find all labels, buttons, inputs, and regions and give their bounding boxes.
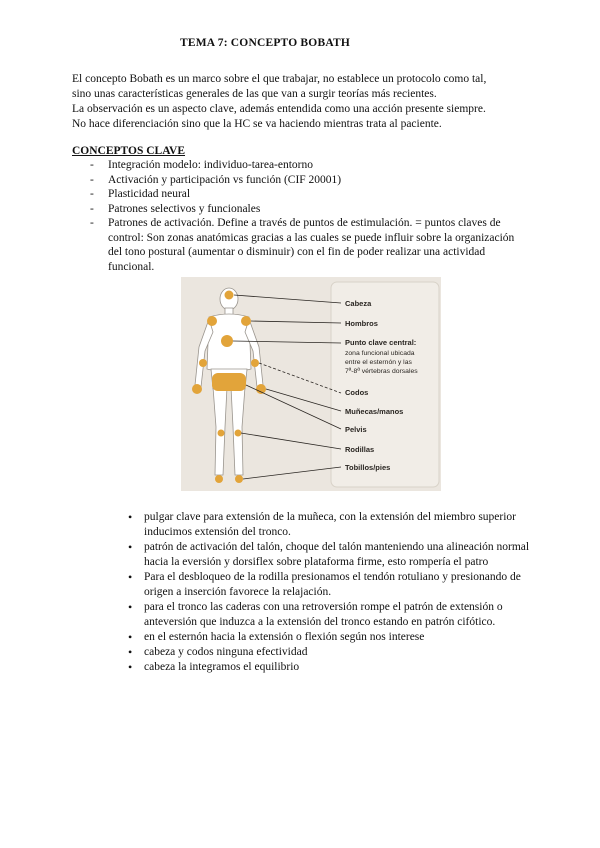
list-item: • en el esternón hacia la extensión o flexión según nos interese (128, 630, 538, 645)
elbow-marker (199, 359, 207, 367)
intro-line: El concepto Bobath es un marco sobre el que trabajar, no establece un protocolo como tal, (72, 73, 487, 85)
label-punto-central: Punto clave central: (345, 338, 417, 347)
foot-marker (215, 475, 223, 483)
knee-marker (218, 430, 225, 437)
elbow-marker (251, 359, 259, 367)
pelvis-marker (212, 373, 246, 391)
list-item: • cabeza y codos ninguna efectividad (128, 645, 538, 660)
hand-marker (256, 384, 266, 394)
label-cabeza: Cabeza (345, 299, 372, 308)
label-codos: Codos (345, 388, 369, 397)
foot-marker (235, 475, 243, 483)
notes-list (128, 510, 538, 675)
key-points-figure (181, 277, 441, 491)
list-item: • para el tronco las caderas con una retroversión rompe el patrón de extensión o anteversión que induzca a la extensión del tronco estando en patrón cifótico. (128, 600, 538, 630)
shoulder-marker (241, 316, 251, 326)
knee-marker (235, 430, 242, 437)
intro-line: No hace diferenciación sino que la HC se va haciendo mientras trata al paciente. (72, 118, 442, 130)
label-punto-central-desc: 7ª-8ª vértebras dorsales (345, 368, 418, 375)
list-item: • cabeza la integramos el equilibrio (128, 660, 538, 675)
list-item: - Activación y participación vs función (CIF 20001) (88, 173, 528, 188)
shoulder-marker (207, 316, 217, 326)
intro-paragraph (72, 72, 542, 132)
list-item: - Patrones selectivos y funcionales (88, 202, 528, 217)
section-heading: CONCEPTOS CLAVE (72, 145, 186, 157)
label-panel (331, 282, 439, 487)
list-item: • patrón de activación del talón, choque del talón manteniendo una alineación normal hacia la eversión y dorsiflex sobre plataforma firme, esto rompería el patro (128, 540, 538, 570)
intro-line: sino unas características generales de las que van a surgir teorías más recientes. (72, 88, 437, 100)
head-marker (225, 291, 234, 300)
key-concepts-list (88, 158, 528, 274)
list-item: • Para el desbloqueo de la rodilla presionamos el tendón rotuliano y presionando de origen a inserción favorece la relajación. (128, 570, 538, 600)
list-item: - Integración modelo: individuo-tarea-entorno (88, 158, 528, 173)
hand-marker (192, 384, 202, 394)
label-punto-central-desc: entre el esternón y las (345, 359, 412, 366)
label-munecas: Muñecas/manos (345, 407, 404, 416)
label-punto-central-desc: zona funcional ubicada (345, 350, 415, 357)
body-diagram (181, 277, 441, 491)
sternum-marker (221, 335, 233, 347)
list-item: - Plasticidad neural (88, 187, 528, 202)
label-hombros: Hombros (345, 319, 378, 328)
list-item: - Patrones de activación. Define a través de puntos de estimulación. = puntos claves de control: Son zonas anatómicas gracias a las cuales se puede influir sobre la organización del tono postural (aumentar o disminuir) con el fin de poder realizar una actividad funcional. (88, 216, 528, 274)
page-title: TEMA 7: CONCEPTO BOBATH (180, 37, 350, 49)
intro-line: La observación es un aspecto clave, además entendida como una acción presente siempre. (72, 103, 486, 115)
label-rodillas: Rodillas (345, 445, 375, 454)
list-item: • pulgar clave para extensión de la muñeca, con la extensión del miembro superior inducimos extensión del tronco. (128, 510, 538, 540)
label-tobillos: Tobillos/pies (345, 463, 391, 472)
label-pelvis: Pelvis (345, 425, 367, 434)
